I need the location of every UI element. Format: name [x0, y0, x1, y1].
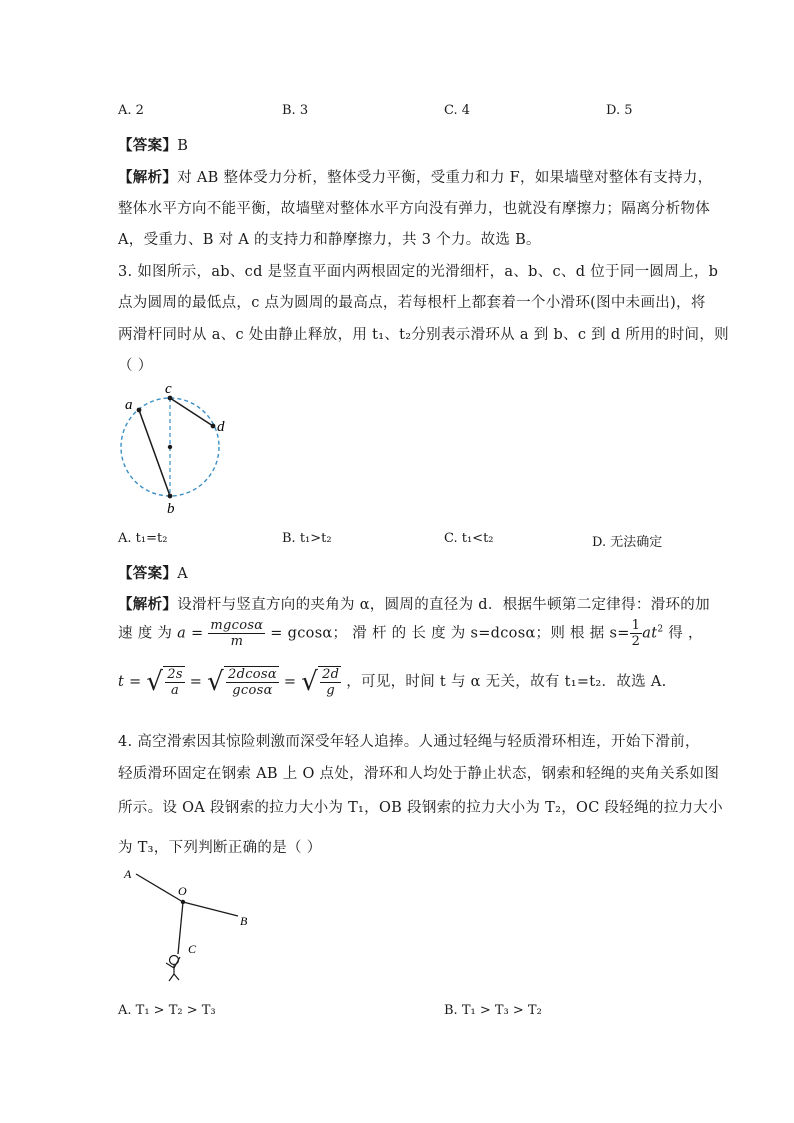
- q4-stem-line-1: 4. 高空滑索因其惊险刺激而深受年轻人追捧。人通过轻绳与轻质滑环相连，开始下滑前，: [118, 734, 700, 750]
- sqrt-sign: √: [301, 667, 319, 697]
- answer-value: B: [177, 138, 189, 154]
- sqrt-1: [163, 666, 185, 698]
- q2-option-b: B. 3: [282, 103, 309, 118]
- sqrt-2: [224, 666, 279, 698]
- cable-oa: [136, 874, 183, 902]
- label-b: b: [167, 501, 175, 517]
- numerator: mgcosα: [210, 618, 264, 633]
- label-a: a: [125, 397, 133, 413]
- q3-answer: [118, 562, 188, 583]
- q3-analysis-line-2: [118, 618, 703, 649]
- text-get: 得 ，: [663, 625, 703, 642]
- point-d: [211, 424, 216, 429]
- fraction-mgcos-m: [208, 618, 265, 649]
- rope-oc: [178, 902, 183, 954]
- q2-analysis-line-3: A，受重力、B 对 A 的支持力和静摩擦力，共 3 个力。故选 B。: [118, 232, 541, 248]
- text-conclusion: ，可见，时间 t 与 α 无关，故有 t₁=t₂．故选 A.: [341, 674, 667, 690]
- text-length: = gcosα； 滑 杆 的 长 度 为 s=dcosα；则 根 据 s=: [265, 625, 630, 642]
- q4-option-b: B. T₁ > T₃ > T₂: [444, 1003, 542, 1018]
- q2-option-c: C. 4: [444, 103, 471, 118]
- q3-option-d: D. 无法确定: [592, 535, 663, 550]
- label-C: C: [188, 942, 197, 956]
- numerator: 2s: [167, 667, 183, 682]
- answer-tag: 【答案】: [118, 565, 178, 582]
- answer-tag: 【答案】: [118, 137, 178, 154]
- analysis-tag: 【解析】: [118, 169, 178, 186]
- numerator: 1: [631, 618, 641, 633]
- q2-option-d: D. 5: [606, 103, 633, 118]
- q3-option-a: A. t₁=t₂: [118, 531, 168, 546]
- circle-center: [168, 445, 172, 449]
- q3-circle-figure: [115, 380, 245, 520]
- sqrt-3: [318, 666, 341, 698]
- equals: =: [186, 625, 209, 642]
- fraction-2d-g: [320, 667, 341, 698]
- fraction-2dcos-gcos: [226, 667, 279, 698]
- symbol-at: at: [642, 625, 658, 642]
- text-accel: 速 度 为: [118, 625, 178, 642]
- equals: =: [124, 674, 147, 690]
- fraction-2s-a: [165, 667, 185, 698]
- q4-option-a: A. T₁ > T₂ > T₃: [118, 1003, 216, 1018]
- q3-option-c: C. t₁<t₂: [444, 531, 494, 546]
- cable-ob: [183, 902, 238, 916]
- q2-analysis-line-2: 整体水平方向不能平衡，故墙壁对整体水平方向没有弹力，也就没有摩擦力；隔离分析物体: [118, 201, 710, 217]
- answer-value: A: [177, 566, 188, 582]
- label-d: d: [217, 419, 225, 435]
- q3-analysis-line-3: [118, 666, 667, 698]
- q2-option-a: A. 2: [118, 103, 144, 118]
- analysis-tag: 【解析】: [118, 596, 178, 613]
- q4-zipline-figure: [120, 862, 270, 987]
- q2-analysis-line-1: [118, 166, 712, 187]
- equals: =: [184, 674, 208, 690]
- sqrt-sign: √: [207, 667, 224, 697]
- q4-stem-line-2: 轻质滑环固定在钢索 AB 上 O 点处，滑环和人均处于静止状态，钢索和轻绳的夹角关系如图: [118, 766, 720, 782]
- numerator: 2d: [322, 667, 340, 682]
- analysis-text: 设滑杆与竖直方向的夹角为 α，圆周的直径为 d．根据牛顿第二定律得：滑环的加: [177, 597, 710, 613]
- label-c: c: [165, 381, 172, 397]
- q4-stem-line-4: 为 T₃，下列判断正确的是（ ）: [118, 840, 322, 856]
- denominator: g: [326, 683, 336, 698]
- label-A: A: [124, 867, 132, 881]
- denominator: gcosα: [232, 683, 273, 698]
- exponent-2: 2: [657, 624, 664, 635]
- q3-stem-line-3: 两滑杆同时从 a、c 处由静止释放，用 t₁、t₂分别表示滑环从 a 到 b、c 到 d 所用的时间，则: [118, 327, 729, 343]
- label-B: B: [240, 914, 248, 928]
- fraction-half: [630, 618, 643, 649]
- q2-answer: [118, 134, 188, 155]
- denominator: a: [171, 683, 180, 698]
- q3-analysis-line-1: [118, 593, 710, 614]
- numerator: 2dcosα: [228, 667, 277, 682]
- point-b: [168, 494, 173, 499]
- symbol-t: t: [118, 674, 125, 690]
- symbol-a: a: [177, 625, 187, 642]
- q3-stem-line-1: 3. 如图所示，ab、cd 是竖直平面内两根固定的光滑细杆，a、b、c、d 位于同一圆周上，b: [118, 264, 719, 280]
- equals: =: [278, 674, 302, 690]
- point-o: [181, 900, 185, 904]
- stick-figure-person: [166, 956, 180, 982]
- label-O: O: [178, 884, 187, 898]
- analysis-text: 对 AB 整体受力分析，整体受力平衡，受重力和力 F，如果墙壁对整体有支持力，: [177, 170, 713, 186]
- denominator: m: [230, 634, 244, 649]
- q3-option-b: B. t₁>t₂: [282, 531, 332, 546]
- rod-ab: [139, 410, 170, 496]
- denominator: 2: [631, 634, 641, 649]
- sqrt-sign: √: [146, 667, 164, 697]
- q4-stem-line-3: 所示。设 OA 段钢索的拉力大小为 T₁，OB 段钢索的拉力大小为 T₂，OC 段轻绳的拉力大小: [118, 800, 723, 816]
- point-a: [137, 408, 142, 413]
- q3-stem-line-2: 点为圆周的最低点，c 点为圆周的最高点，若每根杆上都套着一个小滑环(图中未画出)，将: [118, 295, 706, 311]
- q3-stem-line-4: （ ）: [118, 358, 153, 374]
